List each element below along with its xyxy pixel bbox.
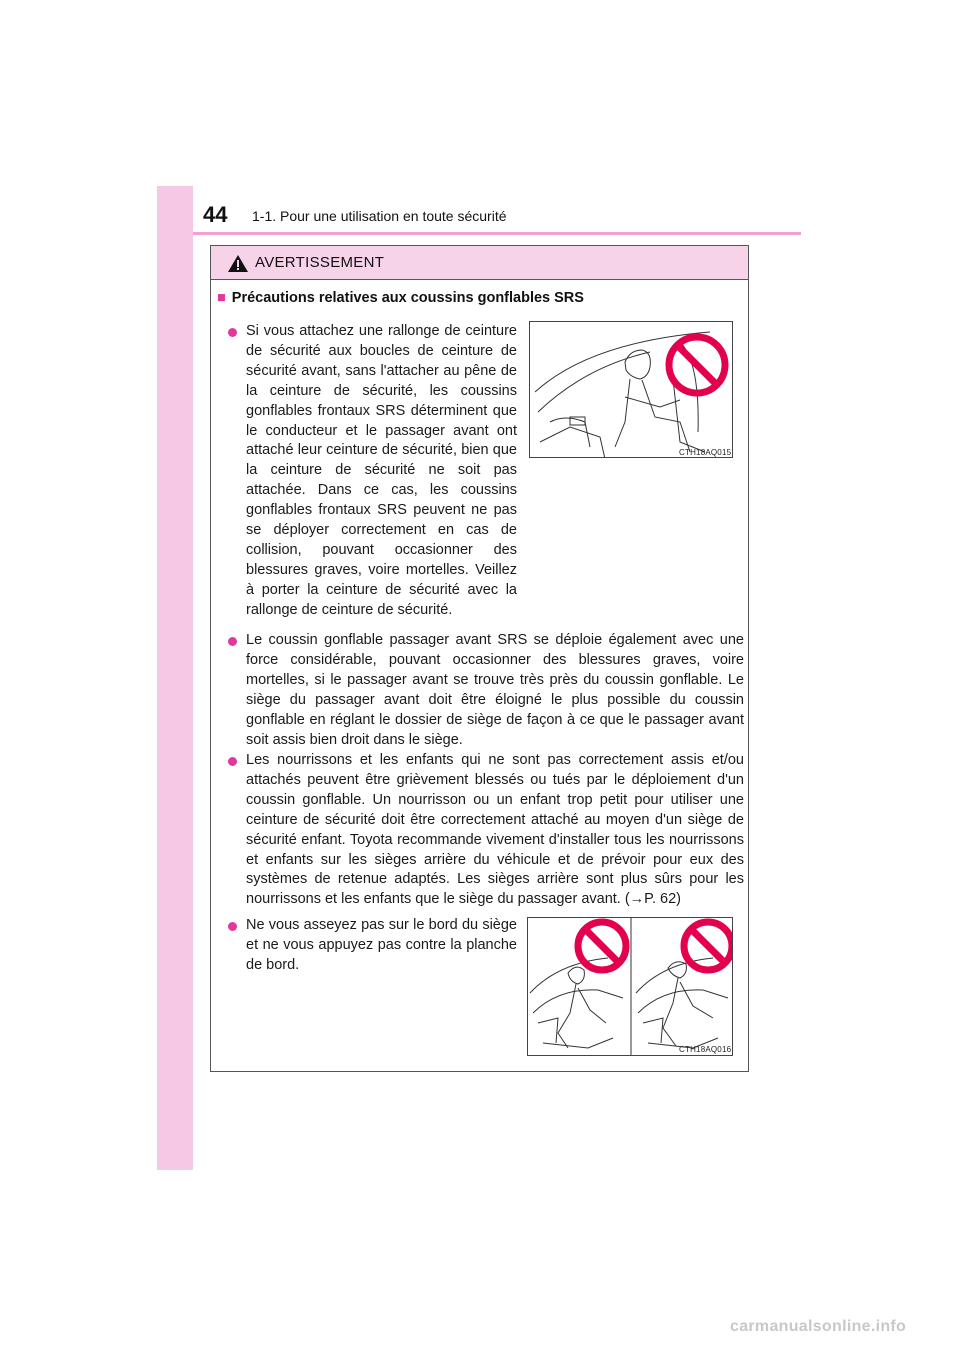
bullet-dot-icon xyxy=(228,637,237,646)
bullet-text: Si vous attachez une rallonge de ceinture de sécurité aux boucles de ceinture de sécurité avant, sans l'attacher au pêne de la ceinture de sécurité, les coussins gonflables frontaux SRS déterminent que le conducteur et le passager avant ont attaché leur ceinture de sécurité, bien que la ceinture de sécurité ne soit pas attachée. Dans ce cas, les coussins gonflables frontaux SRS peuvent ne pas se déployer correctement en cas de collision, pouvant occasionner des blessures graves, voire mortelles. Veillez à porter la ceinture de sécurité avec la rallonge de ceinture de sécurité. xyxy=(246,323,517,618)
seating-position-illustration-icon xyxy=(528,918,733,1056)
bullet-dot-icon xyxy=(228,757,237,766)
chapter-side-tab xyxy=(157,186,193,1170)
square-bullet-icon: ■ xyxy=(217,290,226,306)
figure-code: CTH18AQ015 xyxy=(679,448,732,457)
warning-subtitle-text: Précautions relatives aux coussins gonflables SRS xyxy=(231,290,584,306)
bullet-text: Ne vous asseyez pas sur le bord du siège et ne vous appuyez pas contre la planche de bord. xyxy=(246,917,517,973)
figure-code: CTH18AQ016 xyxy=(679,1045,732,1054)
figure-seating-position xyxy=(527,917,733,1056)
warning-title: AVERTISSEMENT xyxy=(255,254,385,271)
bullet-text: Le coussin gonflable passager avant SRS se déploie également avec une force considérable, pouvant occasionner des blessures graves, voire mortelles, si le passager avant se trouve très près du coussin gonflable. Le siège du passager avant doit être éloigné le plus possible du coussin gonflable en réglant le dossier de siège de façon à ce que le passager avant soit assis bien droit dans le siège. xyxy=(246,632,744,748)
warning-header xyxy=(211,246,748,280)
warning-box xyxy=(210,245,749,1072)
bullet-text: Les nourrissons et les enfants qui ne sont pas correctement assis et/ou attachés peuvent être grièvement blessés ou tués par le déploiement d'un coussin gonflable. Un nourrisson ou un enfant trop petit pour utiliser une ceinture de sécurité doit être correctement attaché au moyen d'un siège de sécurité enfant. Toyota recommande vivement d'installer tous les nourrissons et enfants sur les sièges arrière du véhicule et de prévoir pour eux des systèmes de retenue adaptés. Les sièges arrière sont plus sûrs pour les nourrissons et les enfants que le siège du passager avant. (→P. 62) xyxy=(246,752,744,908)
seatbelt-extender-illustration-icon xyxy=(530,322,733,458)
bullet-item xyxy=(228,631,744,750)
bullet-dot-icon xyxy=(228,328,237,337)
figure-seatbelt-extender xyxy=(529,321,733,458)
section-title: 1-1. Pour une utilisation en toute sécurité xyxy=(252,208,507,224)
header-divider xyxy=(193,232,801,235)
bullet-dot-icon xyxy=(228,922,237,931)
watermark: carmanualsonline.info xyxy=(730,1318,907,1335)
bullet-item xyxy=(228,751,744,910)
page-number: 44 xyxy=(203,202,228,227)
prohibited-sign xyxy=(578,922,732,970)
warning-triangle-icon xyxy=(228,255,248,272)
bullet-item xyxy=(228,916,517,976)
prohibited-sign xyxy=(669,337,725,393)
warning-subtitle xyxy=(217,290,584,306)
bullet-item xyxy=(228,322,517,621)
